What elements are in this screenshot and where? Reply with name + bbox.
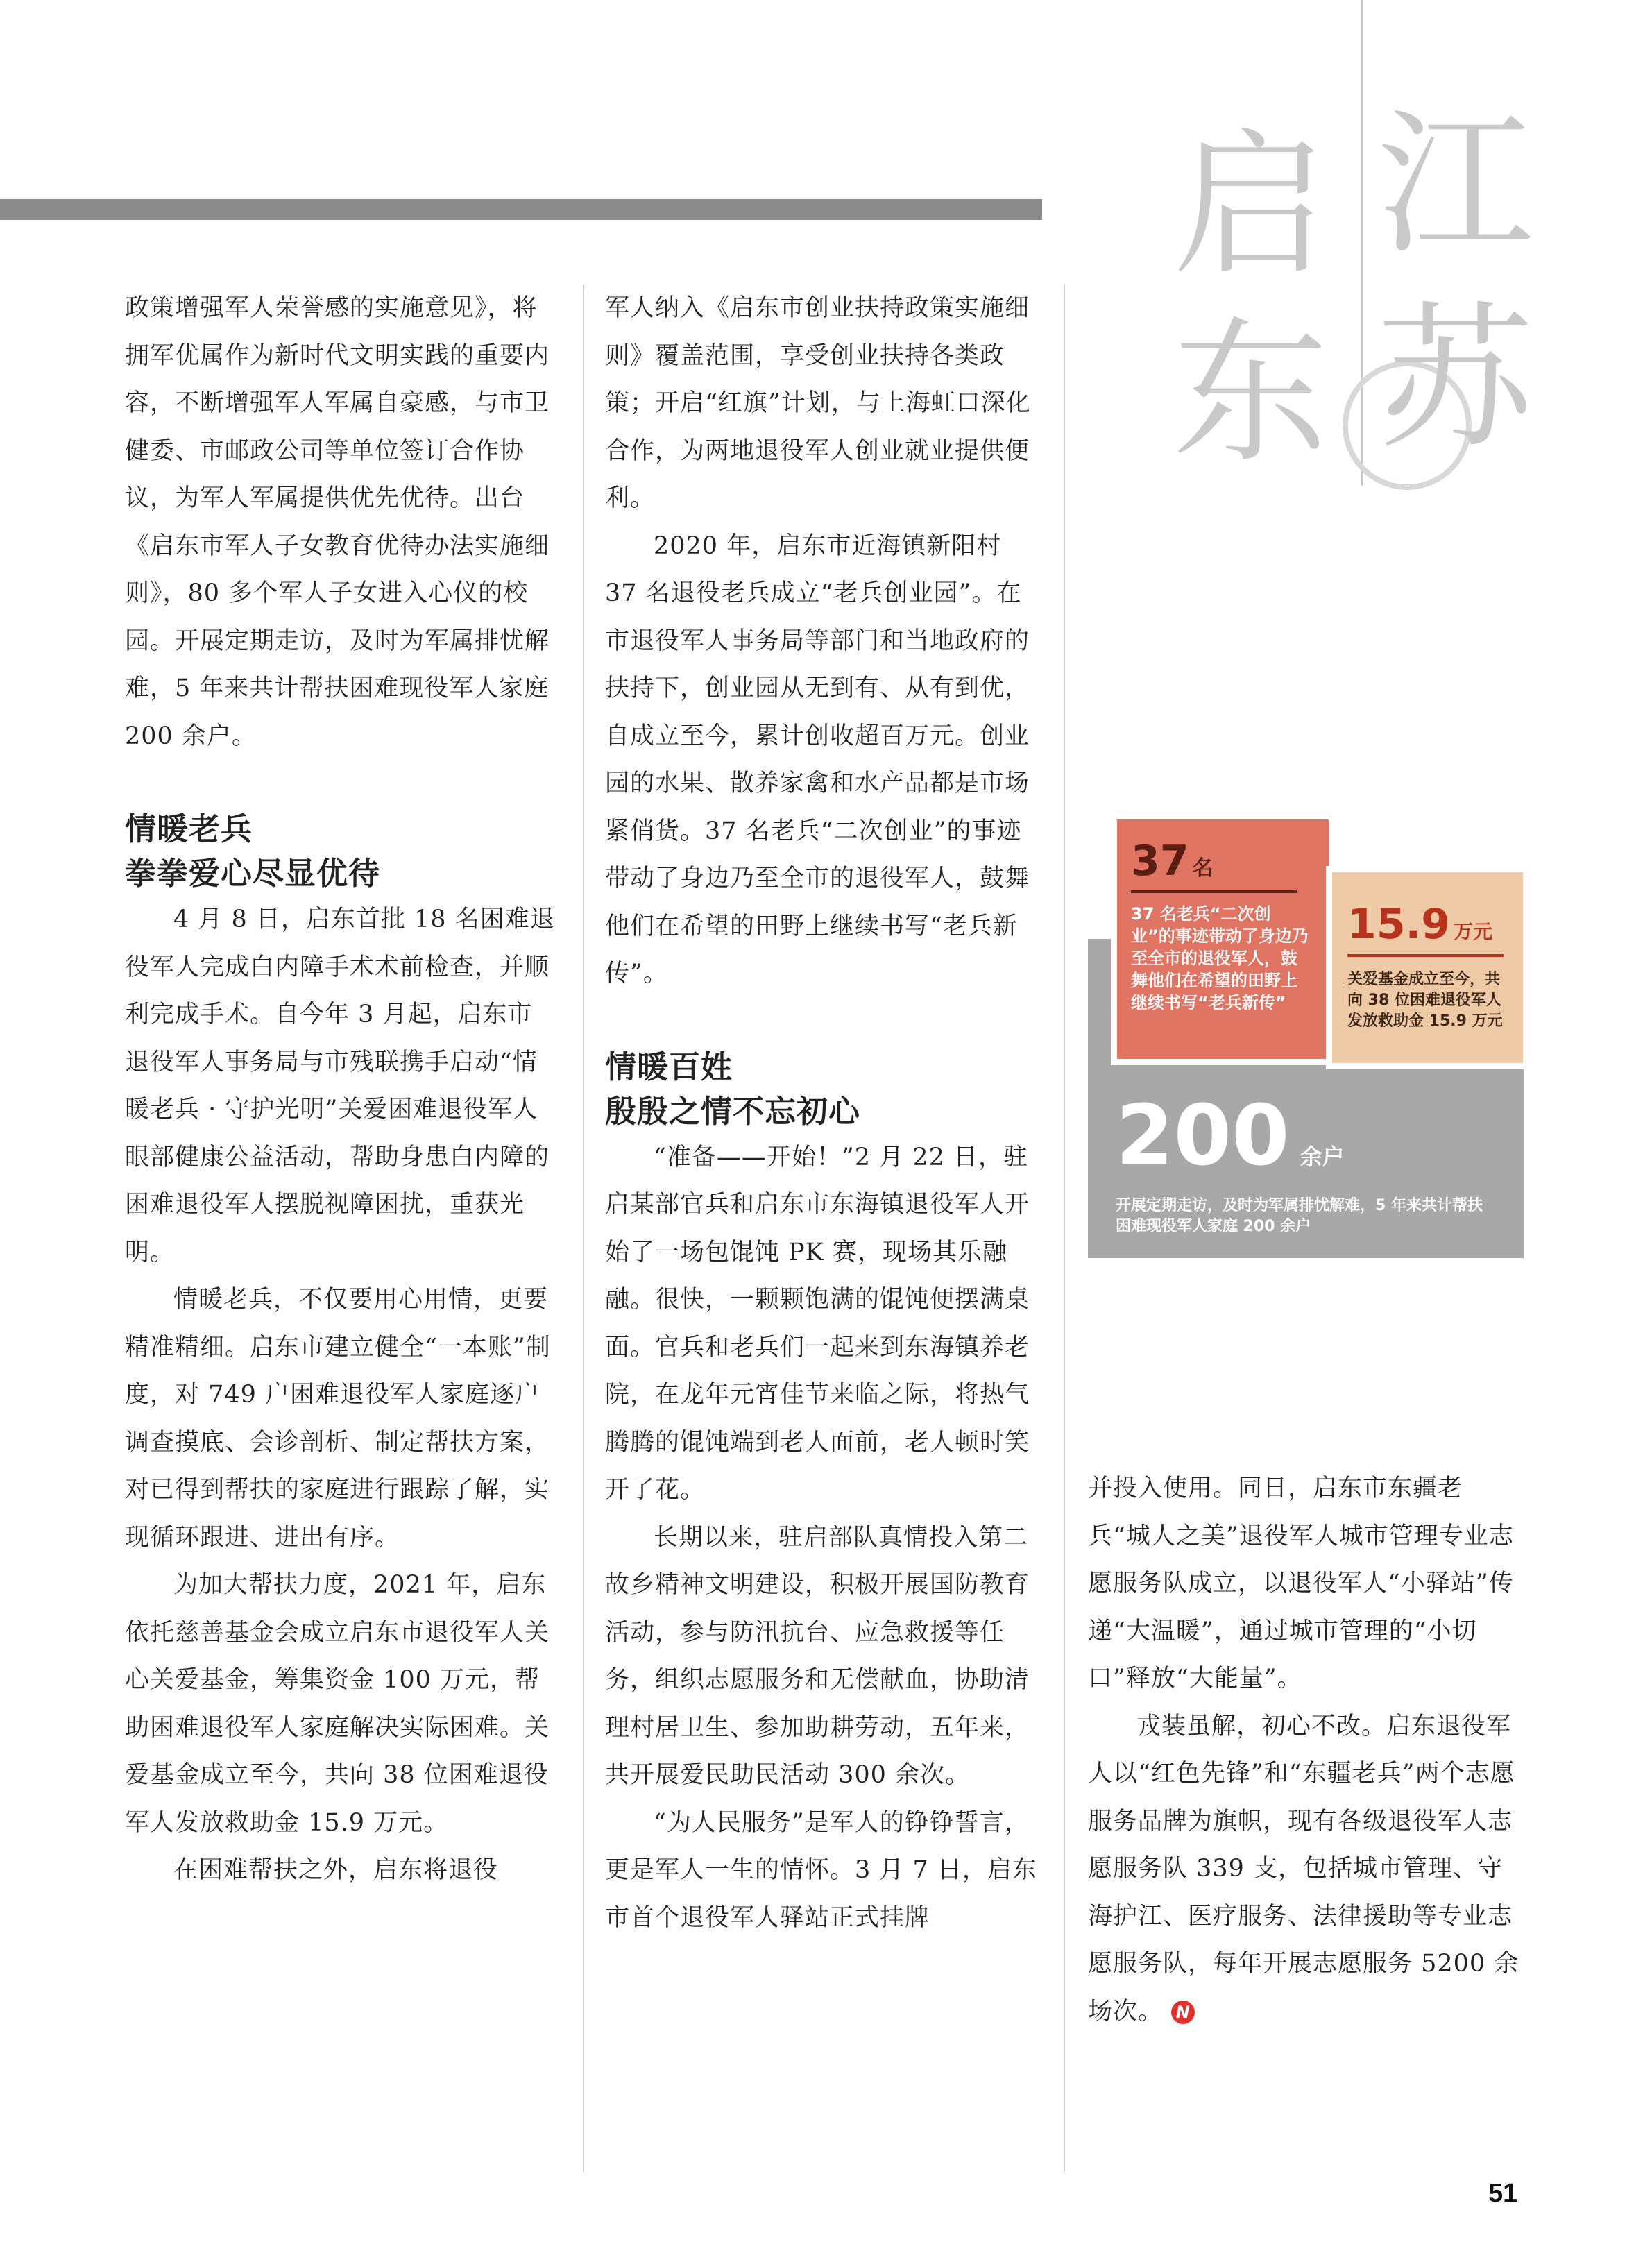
paragraph bbox=[1088, 1703, 1520, 2036]
section-subheading: 拳拳爱心尽显优待 bbox=[125, 855, 381, 892]
stat-description: 开展定期走访，及时为军属排忧解难，5 年来共计帮扶困难现役军人家庭 200 余户 bbox=[1116, 1197, 1483, 1235]
article-column-2 bbox=[605, 285, 1037, 1942]
paragraph: 长期以来，驻启部队真情投入第二故乡精神文明建设，积极开展国防教育活动，参与防汛抗台、应急救援等任务，组织志愿服务和无偿献血，协助清理村居卫生、参加助耕劳动，五年来，共开展爱民助民活动 300 余次。 bbox=[605, 1523, 1030, 1789]
stat-box-fund bbox=[1332, 872, 1523, 1063]
article-column-3 bbox=[1088, 1465, 1520, 2035]
stat-unit: 名 bbox=[1192, 856, 1214, 881]
paragraph: 并投入使用。同日，启东市东疆老兵“城人之美”退役军人城市管理专业志愿服务队成立，以退役军人“小驿站”传递“大温暖”，通过城市管理的“小切口”释放“大能量”。 bbox=[1088, 1475, 1514, 1692]
stat-unit: 余户 bbox=[1300, 1144, 1345, 1170]
title-char-su: 苏 bbox=[1377, 289, 1533, 470]
paragraph: 政策增强军人荣誉感的实施意见》，将拥军优属作为新时代文明实践的重要内容，不断增强军人军属自豪感，与市卫健委、市邮政公司等单位签订合作协议，为军人军属提供优先优待。出台《启东市军人子女教育优待办法实施细则》，80 多个军人子女进入心仪的校园。开展定期走访，及时为军属排忧解难，5 年来共计帮扶困难现役军人家庭 200 余户。 bbox=[125, 294, 550, 750]
stat-description: 关爱基金成立至今，共向 38 位困难退役军人发放救助金 15.9 万元 bbox=[1347, 971, 1503, 1030]
paragraph: “准备——开始！”2 月 22 日，驻启某部官兵和启东市东海镇退役军人开始了一场包馄饨 PK 赛，现场其乐融融。很快，一颗颗饱满的馄饨便摆满桌面。官兵和老兵们一起来到东海镇养老院，在龙年元宵佳节来临之际，将热气腾腾的馄饨端到老人面前，老人顿时笑开了花。 bbox=[605, 1143, 1030, 1504]
title-char-qi: 启 bbox=[1173, 115, 1329, 297]
stat-value: 37 bbox=[1131, 837, 1189, 885]
page-number: 51 bbox=[1488, 2179, 1518, 2208]
title-char-dong: 东 bbox=[1173, 303, 1329, 484]
stat-box-veterans bbox=[1117, 819, 1329, 1059]
paragraph: 军人纳入《启东市创业扶持政策实施细则》覆盖范围，享受创业扶持各类政策；开启“红旗”计划，与上海虹口深化合作，为两地退役军人创业就业提供便利。 bbox=[605, 294, 1031, 512]
title-char-jiang: 江 bbox=[1377, 94, 1533, 276]
paragraph: 情暖老兵，不仅要用心用情，更要精准精细。启东市建立健全“一本账”制度，对 749 户困难退役军人家庭逐户调查摸底、会诊剖析、制定帮扶方案，对已得到帮扶的家庭进行跟踪了解，实现循环跟进、进出有序。 bbox=[125, 1286, 551, 1552]
paragraph: 2020 年，启东市近海镇新阳村 37 名退役老兵成立“老兵创业园”。在市退役军人事务局等部门和当地政府的扶持下，创业园从无到有、从有到优，自成立至今，累计创收超百万元。创业园的水果、散养家禽和水产品都是市场紧俏货。37 名老兵“二次创业”的事迹带动了身边乃至全市的退役军人，鼓舞他们在希望的田野上继续书写“老兵新传”。 bbox=[605, 532, 1030, 987]
stat-unit: 万元 bbox=[1454, 920, 1493, 943]
stat-value: 15.9 bbox=[1347, 900, 1451, 949]
article-column-1 bbox=[125, 285, 557, 1894]
section-heading: 情暖百姓 bbox=[605, 1048, 733, 1085]
paragraph: 为加大帮扶力度，2021 年，启东依托慈善基金会成立启东市退役军人关心关爱基金，筹集资金 100 万元，帮助困难退役军人家庭解决实际困难。关爱基金成立至今，共向 38 位困难退役军人发放救助金 15.9 万元。 bbox=[125, 1571, 550, 1837]
column-separator-2 bbox=[1064, 285, 1065, 2172]
stat-divider bbox=[1347, 954, 1504, 957]
section-heading: 情暖老兵 bbox=[125, 810, 253, 847]
section-subheading: 殷殷之情不忘初心 bbox=[605, 1092, 861, 1130]
stat-divider bbox=[1131, 890, 1297, 893]
paragraph: “为人民服务”是军人的铮铮誓言，更是军人一生的情怀。3 月 7 日，启东市首个退役军人驿站正式挂牌 bbox=[605, 1808, 1037, 1932]
end-mark-icon: N bbox=[1171, 2001, 1195, 2024]
paragraph: 4 月 8 日，启东首批 18 名困难退役军人完成白内障手术术前检查，并顺利完成手术。自今年 3 月起，启东市退役军人事务局与市残联携手启动“情暖老兵 · 守护光明”关爱困难退役军人眼部健康公益活动，帮助身患白内障的困难退役军人摆脱视障困扰，重获光明。 bbox=[125, 906, 555, 1266]
paragraph: 在困难帮扶之外，启东将退役 bbox=[173, 1856, 499, 1884]
stat-description: 37 名老兵“二次创业”的事迹带动了身边乃至全市的退役军人，鼓舞他们在希望的田野上继续书写“老兵新传” bbox=[1131, 904, 1309, 1012]
stat-value: 200 bbox=[1116, 1088, 1290, 1184]
paragraph-text: 戎装虽解，初心不改。启东退役军人以“红色先锋”和“东疆老兵”两个志愿服务品牌为旗帜，现有各级退役军人志愿服务队 339 支，包括城市管理、守海护江、医疗服务、法律援助等专业志愿服务队，每年开展志愿服务 5200 余场次。 bbox=[1088, 1712, 1519, 2026]
header-bar bbox=[0, 199, 1042, 220]
column-separator-1 bbox=[583, 285, 584, 2172]
